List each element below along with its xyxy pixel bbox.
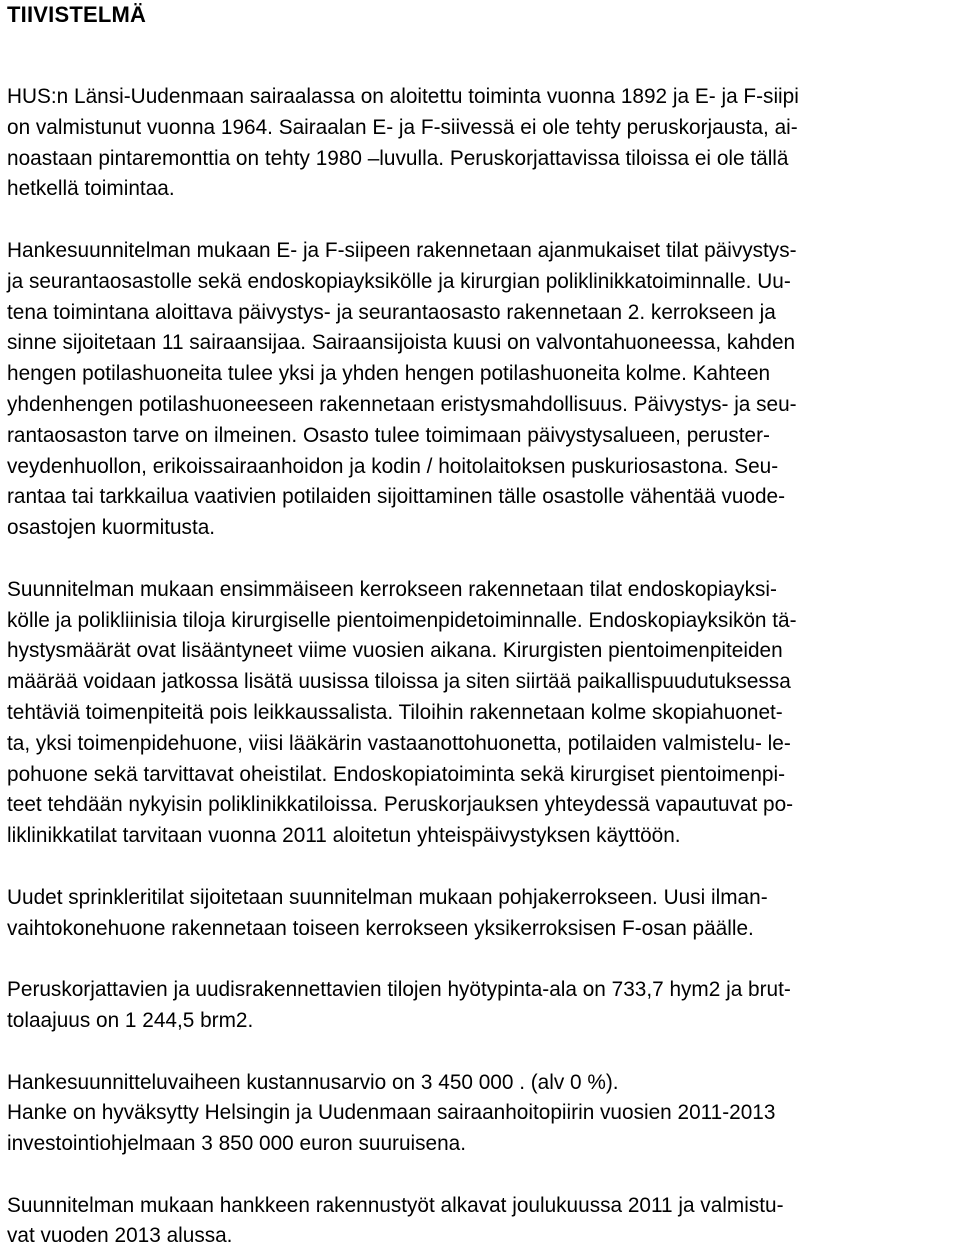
- text-line: hetkellä toimintaa.: [7, 177, 175, 201]
- document-page: [7, 0, 953, 1252]
- text-line: osastojen kuormitusta.: [7, 516, 216, 540]
- text-line: rantaosaston tarve on ilmeinen. Osasto tulee toimimaan päivystysalueen, peruster-: [7, 423, 770, 447]
- paragraph-gap: [7, 944, 953, 975]
- text-line: kölle ja polikliinisia tiloja kirurgiselle pientoimenpidetoiminnalle. Endoskopiayksikön tä-: [7, 608, 797, 632]
- text-line: hystysmäärät ovat lisääntyneet viime vuosien aikana. Kirurgisten pientoimenpiteiden: [7, 639, 783, 663]
- text-line: tehtäviä toimenpiteitä pois leikkaussalista. Tiloihin rakennetaan kolme skopiahuonet-: [7, 700, 783, 724]
- text-line: ta, yksi toimenpidehuone, viisi lääkärin vastaanottohuonetta, potilaiden valmistelu- le-: [7, 731, 791, 755]
- text-line: pohuone sekä tarvittavat oheistilat. Endoskopiatoiminta sekä kirurgiset pientoimenpi-: [7, 762, 786, 786]
- text-line: Hankesuunnitteluvaiheen kustannusarvio on 3 450 000 . (alv 0 %).: [7, 1070, 619, 1094]
- paragraph: [7, 883, 953, 945]
- paragraph-gap: [7, 205, 953, 236]
- text-line: Suunnitelman mukaan hankkeen rakennustyöt alkavat joulukuussa 2011 ja valmistu-: [7, 1193, 784, 1217]
- text-line: Peruskorjattavien ja uudisrakennettavien tilojen hyötypinta-ala on 733,7 hym2 ja brut-: [7, 978, 791, 1002]
- text-line: teet tehdään nykyisin poliklinikkatiloissa. Peruskorjauksen yhteydessä vapautuvat po-: [7, 793, 794, 817]
- text-line: tolaajuus on 1 244,5 brm2.: [7, 1008, 254, 1032]
- text-line: HUS:n Länsi-Uudenmaan sairaalassa on aloitettu toiminta vuonna 1892 ja E- ja F-siipi: [7, 85, 799, 108]
- paragraph: [7, 1191, 953, 1252]
- text-line: Uudet sprinkleritilat sijoitetaan suunnitelman mukaan pohjakerrokseen. Uusi ilman-: [7, 885, 768, 909]
- paragraph-gap: [7, 852, 953, 883]
- text-line: on valmistunut vuonna 1964. Sairaalan E- ja F-siivessä ei ole tehty peruskorjausta, ai-: [7, 115, 798, 139]
- text-line: ja seurantaosastolle sekä endoskopiayksikölle ja kirurgian poliklinikkatoiminnalle. Uu-: [7, 269, 791, 293]
- paragraph-gap: [7, 544, 953, 575]
- text-line: Hanke on hyväksytty Helsingin ja Uudenmaan sairaanhoitopiirin vuosien 2011-2013: [7, 1101, 776, 1125]
- paragraph: [7, 975, 953, 1037]
- text-line: liklinikkatilat tarvitaan vuonna 2011 aloitetun yhteispäivystyksen käyttöön.: [7, 824, 681, 848]
- paragraph: [7, 82, 953, 205]
- paragraph: [7, 1068, 953, 1160]
- paragraph: [7, 575, 953, 852]
- paragraph: [7, 236, 953, 544]
- text-line: hengen potilashuoneita tulee yksi ja yhden hengen potilashuoneita kolme. Kahteen: [7, 362, 771, 386]
- text-line: Hankesuunnitelman mukaan E- ja F-siipeen rakennetaan ajanmukaiset tilat päivystys-: [7, 238, 797, 262]
- paragraph-gap: [7, 1037, 953, 1068]
- text-line: rantaa tai tarkkailua vaativien potilaiden sijoittaminen tälle osastolle vähentää vuode-: [7, 485, 786, 509]
- document-body: [7, 82, 953, 1252]
- text-line: Suunnitelman mukaan ensimmäiseen kerrokseen rakennetaan tilat endoskopiayksi-: [7, 577, 777, 601]
- text-line: tena toimintana aloittava päivystys- ja seurantaosasto rakennetaan 2. kerrokseen ja: [7, 300, 776, 324]
- text-line: noastaan pintaremonttia on tehty 1980 –luvulla. Peruskorjattavissa tiloissa ei ole tällä: [7, 146, 789, 170]
- text-line: yhdenhengen potilashuoneeseen rakennetaan eristysmahdollisuus. Päivystys- ja seu-: [7, 392, 797, 416]
- text-line: vat vuoden 2013 alussa.: [7, 1224, 233, 1248]
- paragraph-gap: [7, 1160, 953, 1191]
- document-heading: TIIVISTELMÄ: [7, 2, 147, 27]
- text-line: sinne sijoitetaan 11 sairaansijaa. Sairaansijoista kuusi on valvontahuoneessa, kahden: [7, 331, 796, 355]
- text-line: investointiohjelmaan 3 850 000 euron suuruisena.: [7, 1132, 467, 1156]
- text-line: määrää voidaan jatkossa lisätä uusissa tiloissa ja siten siirtää paikallispuudutuksessa: [7, 670, 791, 694]
- text-line: vaihtokonehuone rakennetaan toiseen kerrokseen yksikerroksisen F-osan päälle.: [7, 916, 754, 940]
- text-line: veydenhuollon, erikoissairaanhoidon ja kodin / hoitolaitoksen puskuriosastona. Seu-: [7, 454, 779, 478]
